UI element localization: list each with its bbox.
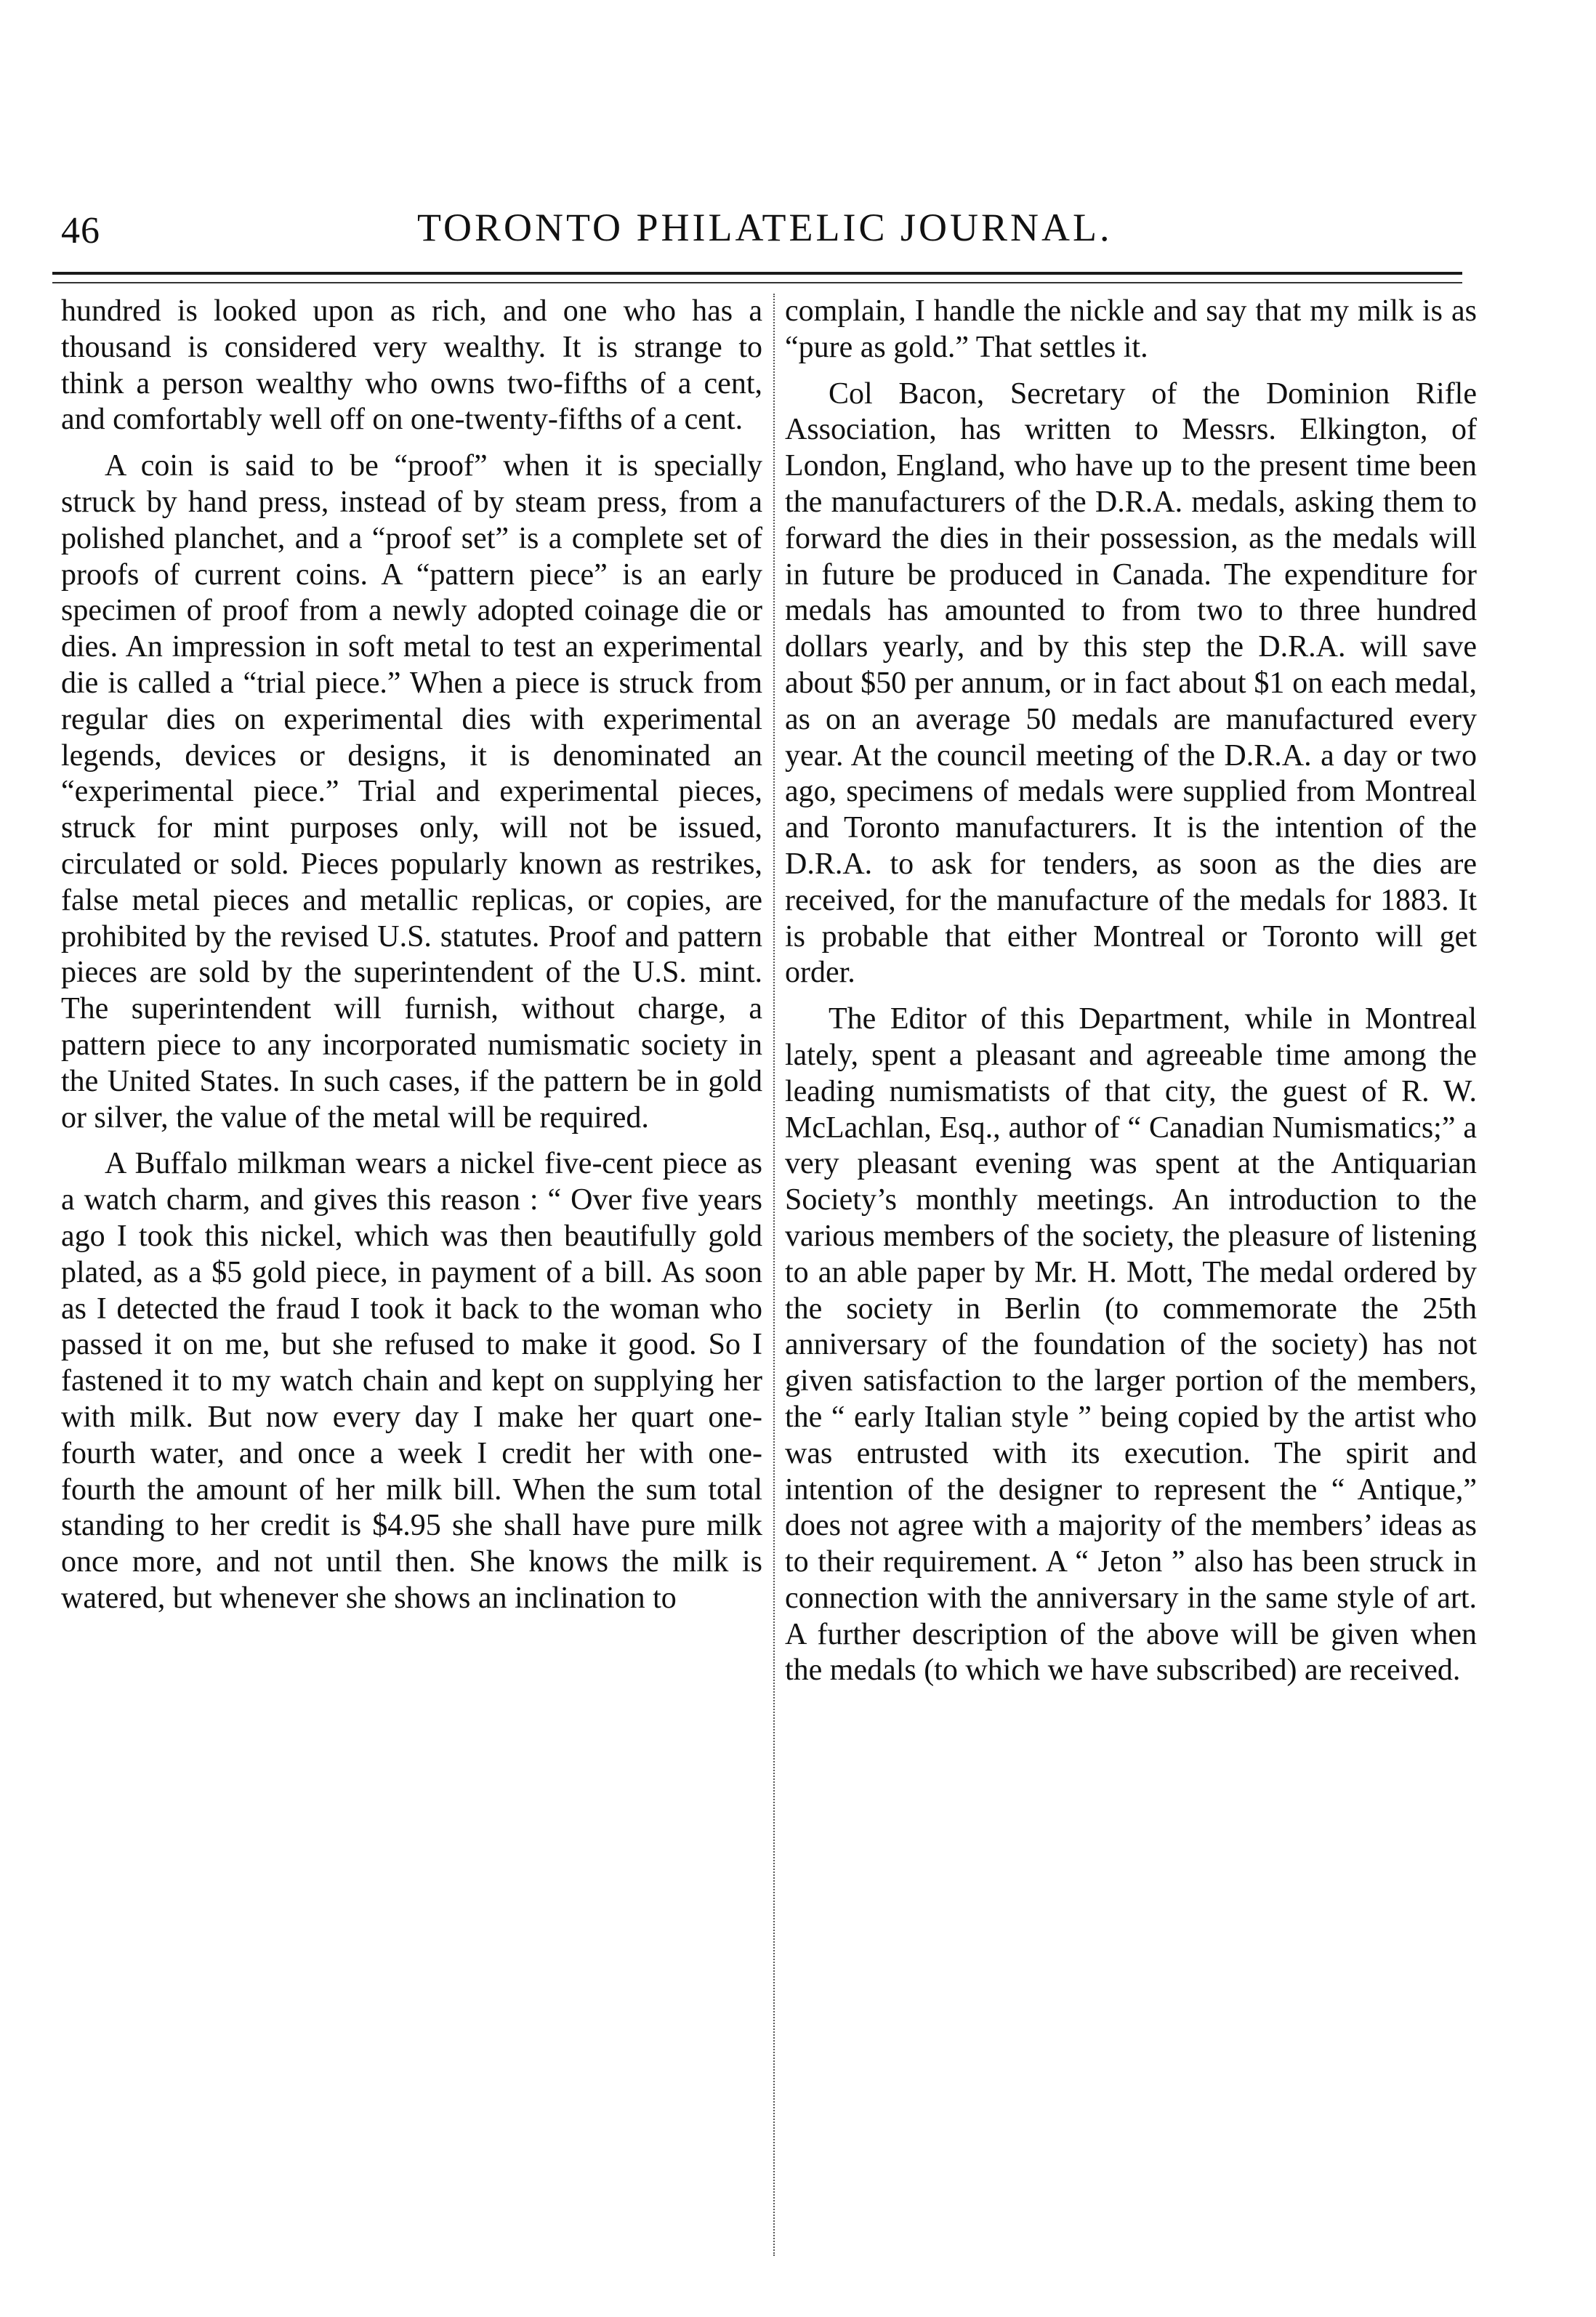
page-number: 46	[61, 210, 100, 251]
header-rule-thin	[52, 282, 1462, 283]
right-column	[785, 294, 1477, 1689]
column-divider	[773, 294, 775, 2256]
header-rule	[52, 272, 1462, 275]
article-paragraph: The Editor of this Department, while in Montreal lately, spent a pleasant and agreeable time among the leading numismatists of that city, the guest of R. W. McLachlan, Esq., author of “ Canadian Numismatics;” a very pleasant evening was spent at the Antiquarian Society’s monthly meetings. An introduction to the various members of the society, the pleasure of listening to an able paper by Mr. H. Mott, The medal ordered by the society in Berlin (to commemorate the 25th anniversary of the foundation of the society) has not given satisfaction to the larger portion of the members, the “ early Italian style ” being copied by the artist who was entrusted with its execution. The spirit and intention of the designer to represent the “ Antique,” does not agree with a majority of the members’ ideas as to their requirement. A “ Jeton ” also has been struck in connection with the anniversary in the same style of art. A further description of the above will be given when the medals (to which we have subscribed) are received.	[785, 1002, 1477, 1688]
page-header	[61, 205, 1456, 263]
article-paragraph: hundred is looked upon as rich, and one who has a thousand is considered very wealthy. It is strange to think a person wealthy who owns two-fifths of a cent, and comfortably well off on one-twenty-fifths of a cent.	[61, 294, 762, 437]
left-column	[61, 294, 762, 1617]
article-paragraph: A Buffalo milkman wears a nickel five-cent piece as a watch charm, and gives this reason : “ Over five years ago I took this nickel, which was then beautifully gold plated, as a $5 gold piece, in payment of a bill. As soon as I detected the fraud I took it back to the woman who passed it on me, but she refused to make it good. So I fastened it to my watch chain and kept on supplying her with milk. But now every day I make her quart one-fourth water, and once a week I credit her with one-fourth the amount of her milk bill. When the sum total standing to her credit is $4.95 she shall have pure milk once more, and not until then. She knows the milk is watered, but whenever she shows an inclination to	[61, 1147, 762, 1615]
article-paragraph: complain, I handle the nickle and say that my milk is as “pure as gold.” That settles it.	[785, 294, 1477, 364]
running-title: TORONTO PHILATELIC JOURNAL.	[417, 206, 1113, 249]
article-paragraph: Col Bacon, Secretary of the Dominion Rifle Association, has written to Messrs. Elkington, of London, England, who have up to the present time been the manufacturers of the D.R.A. medals, asking them to forward the dies in their possession, as the medals will in future be produced in Canada. The expenditure for medals has amounted to from two to three hundred dollars yearly, and by this step the D.R.A. will save about $50 per annum, or in fact about $1 on each medal, as on an average 50 medals are manufactured every year. At the council meeting of the D.R.A. a day or two ago, specimens of medals were supplied from Montreal and Toronto manufacturers. It is the intention of the D.R.A. to ask for tenders, as soon as the dies are received, for the manufacture of the medals for 1883. It is probable that either Montreal or Toronto will get order.	[785, 376, 1477, 990]
article-paragraph: A coin is said to be “proof” when it is specially struck by hand press, instead of by steam press, from a polished planchet, and a “proof set” is a complete set of proofs of current coins. A “pattern piece” is an early specimen of proof from a newly adopted coinage die or dies. An impression in soft metal to test an experimental die is called a “trial piece.” When a piece is struck from regular dies on experimental dies with experimental legends, devices or designs, it is denominated an “experimental piece.” Trial and experimental pieces, struck for mint purposes only, will not be issued, circulated or sold. Pieces popularly known as restrikes, false metal pieces and metallic replicas, or copies, are prohibited by the revised U.S. statutes. Proof and pattern pieces are sold by the superintendent of the U.S. mint. The superintendent will furnish, without charge, a pattern piece to any incorporated numismatic society in the United States. In such cases, if the pattern be in gold or silver, the value of the metal will be required.	[61, 449, 762, 1135]
